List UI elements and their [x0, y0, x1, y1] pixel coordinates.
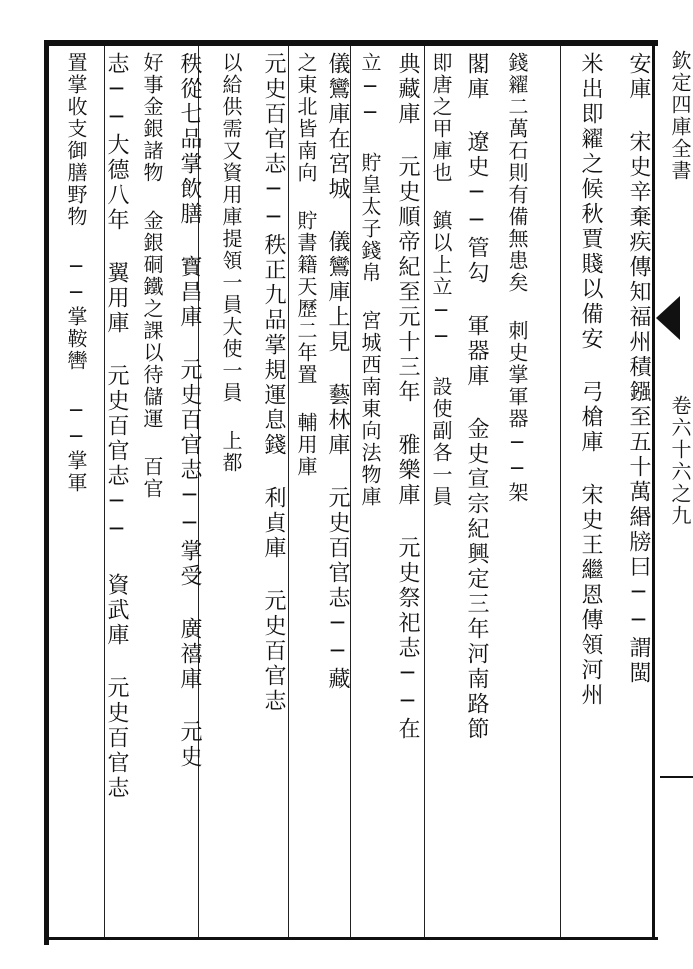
- text-column: 以給供需又資用庫提領一員大使一員 上都: [219, 52, 243, 474]
- volume-label: 卷六十六之九: [668, 395, 692, 527]
- text-column: 安庫 宋史辛棄疾傳知福州積鏹至五十萬緡牓曰──謂閩: [626, 52, 651, 686]
- column-rule: [288, 46, 289, 937]
- margin-divider: [660, 776, 693, 778]
- text-column: 志──大德八年 翼用庫 元史百官志── 資武庫 元史百官志: [104, 52, 129, 801]
- text-column: 好事金銀諸物 金銀硐鐵之課以待儲運 百官: [140, 52, 164, 500]
- text-column: 米出即糴之候秋賈賤以備安 弓槍庫 宋史王繼恩傳領河州: [578, 52, 603, 708]
- frame-left-border: [44, 40, 49, 945]
- text-column: 之東北皆南向 貯書籍天歷二年置 輔用庫: [294, 52, 318, 478]
- text-column: 典藏庫 元史順帝紀至元十三年 雅樂庫 元史祭祀志──在: [395, 52, 420, 742]
- text-column: 立── 貯皇太子錢帛 宮城西南東向法物庫: [358, 52, 382, 508]
- page-margin: [660, 50, 693, 930]
- frame-bottom-border: [44, 937, 658, 940]
- text-column: 儀鸞庫在宮城 儀鸞庫上見 藝林庫 元史百官志──藏: [325, 52, 350, 692]
- text-column: 元史百官志──秩正九品掌規運息錢 利貞庫 元史百官志: [261, 52, 286, 714]
- text-column: 秩從七品掌飲膳 寶昌庫 元史百官志──掌受 廣禧庫 元史: [177, 52, 202, 770]
- text-column: 即唐之甲庫也 鎮以上立── 設使副各一員: [429, 52, 453, 508]
- text-column: 置掌收支御膳野物 ──掌鞍轡 ──掌軍: [64, 52, 88, 494]
- column-rule: [560, 46, 561, 937]
- frame-top-border: [44, 40, 658, 46]
- text-column: 閣庫 遼史──管勾 軍器庫 金史宣宗紀興定三年河南路節: [464, 52, 489, 742]
- fish-tail-mark-icon: [656, 296, 680, 340]
- text-column: 錢糴二萬石則有備無患矣 刺史掌軍器──架: [505, 52, 529, 504]
- book-title: 欽定四庫全書: [668, 50, 692, 182]
